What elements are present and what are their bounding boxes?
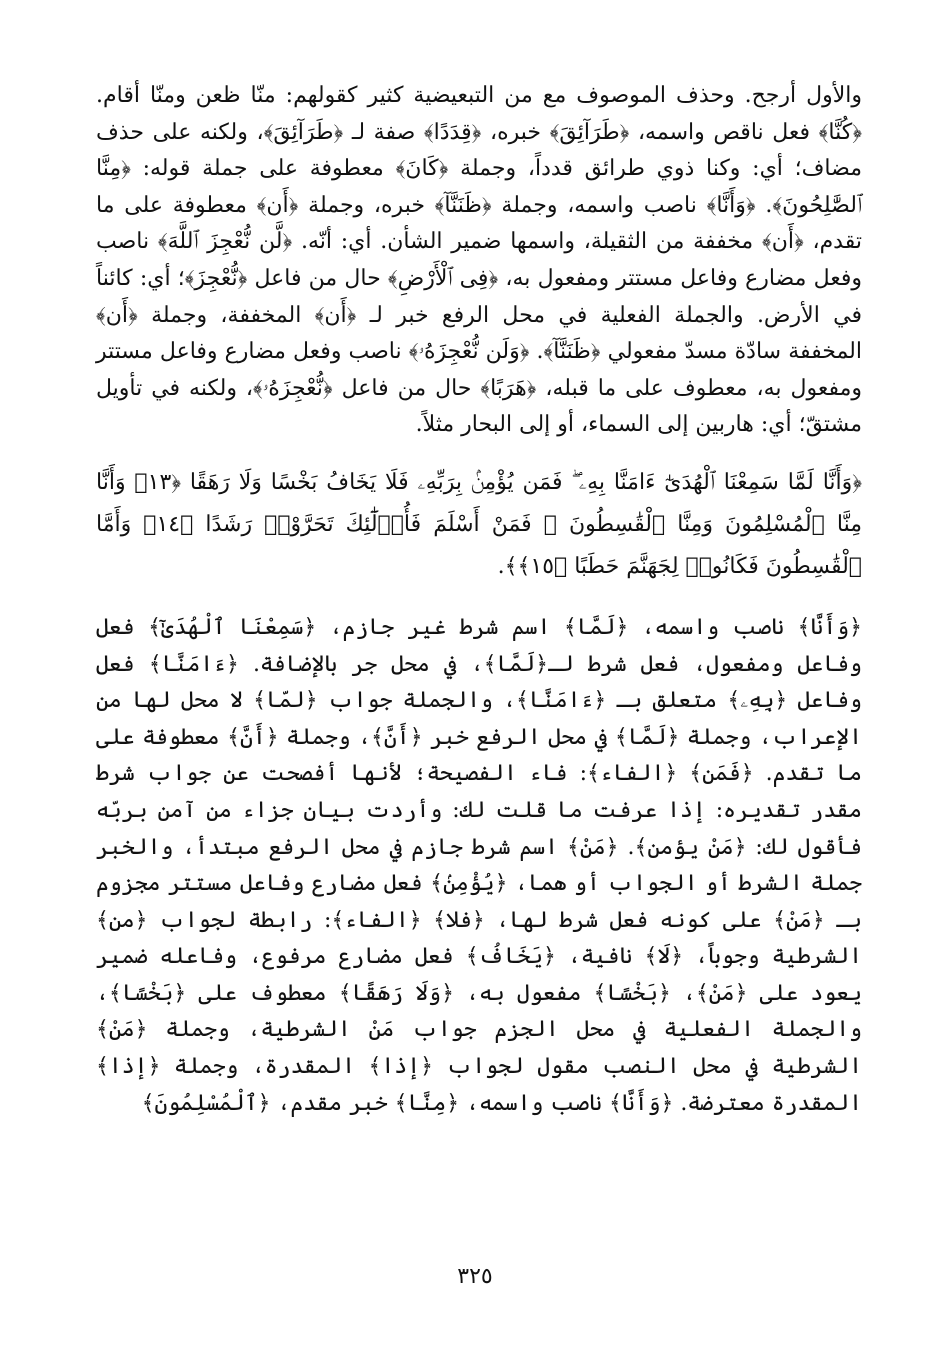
quran-verse-block: ﴿وَأَنَّا لَمَّا سَمِعْنَا ٱلْهُدَىٰٓ ءَامَنَّا بِهِۦ ۖ فَمَن يُؤْمِنۢ بِرَبِّهِۦ فَلَا يَخَافُ بَخْسًا وَلَا رَهَقًا ﴿١٣﴾ وَأَنَّا مِنَّا ٱلْمُسْلِمُونَ وَمِنَّا ٱلْقَٰسِطُونَ ۖ فَمَنْ أَسْلَمَ فَأُو۟لَٰٓئِكَ تَحَرَّوْا۟ رَشَدًا ﴿١٤﴾ وَأَمَّا ٱلْقَٰسِطُونَ فَكَانُوا۟ لِجَهَنَّمَ حَطَبًا ﴿١٥﴾﴾. [96,469,862,579]
commentary-paragraph: والأول أرجح. وحذف الموصوف مع من التبعيضية كثير كقولهم: منّا ظعن ومنّا أقام. ﴿كُنَّا﴾ فعل ناقص واسمه، ﴿طَرَآئِقَ﴾ خبره، ﴿قِدَدًا﴾ صفة لـ ﴿طَرَآئِقَ﴾، ولكنه على حذف مضاف؛ أي: وكنا ذوي طرائق قدداً، وجملة ﴿كَانَ﴾ معطوفة على جملة قوله: ﴿مِنَّا ٱلصَّٰلِحُونَ﴾. ﴿وَأَنَّا﴾ ناصب واسمه، وجملة ﴿ظَنَنَّآ﴾ خبره، وجملة ﴿أَن﴾ معطوفة على ما تقدم، ﴿أَن﴾ مخففة من الثقيلة، واسمها ضمير الشأن. أي: أنّه. ﴿لَّن نُّعْجِزَ ٱللَّهَ﴾ ناصب وفعل مضارع وفاعل مستتر ومفعول به، ﴿فِى ٱلْأَرْضِ﴾ حال من فاعل ﴿نُّعْجِزَ﴾؛ أي: كائناً في الأرض. والجملة الفعلية في محل الرفع خبر لـ ﴿أَن﴾ المخففة، وجملة ﴿أَن﴾ المخففة سادّة مسدّ مفعولي ﴿ظَنَنَّآ﴾. ﴿وَلَن نُّعْجِزَهُۥ﴾ ناصب وفعل مضارع وفاعل مستتر ومفعول به، معطوف على ما قبله، ﴿هَرَبًا﴾ حال من فاعل ﴿نُّعْجِزَهُۥ﴾، ولكنه في تأويل مشتقّ؛ أي: هاربين إلى السماء، أو إلى البحار مثلاً. [96,83,862,438]
page-number: ٣٢٥ [457,1264,493,1289]
commentary-paragraph: ﴿وَأَنَّا﴾ ناصب واسمه، ﴿لَمَّا﴾ اسم شرط غير جازم، ﴿سَمِعْنَا ٱلْهُدَىٰٓ﴾ فعل وفاعل ومفعول، فعل شرط لـ﴿لَمَّا﴾، في محل جر بالإضافة. ﴿ءَامَنَّا﴾ فعل وفاعل ﴿بِهِۦ﴾ متعلق بـ ﴿ءَامَنَّا﴾، والجملة جواب ﴿لمّا﴾ لا محل لها من الإعراب، وجملة ﴿لَمَّا﴾ في محل الرفع خبر ﴿أَنَّ﴾، وجملة ﴿أَنَّ﴾ معطوفة على ما تقدم. ﴿فَمَن﴾ ﴿الفاء﴾: فاء الفصيحة؛ لأنها أفصحت عن جواب شرط مقدر تقديره: إذا عرفت ما قلت لك: وأردت بيان جزاء من آمن بربّه فأقول لك: ﴿مَنْ يؤمن﴾. ﴿مَنْ﴾ اسم شرط جازم في محل الرفع مبتدأ، والخبر جملة الشرط أو الجواب أو هما، ﴿يُؤْمِنۢ﴾ فعل مضارع وفاعل مستتر مجزوم بـ ﴿مَنْ﴾ على كونه فعل شرط لها، ﴿فلا﴾ ﴿الفاء﴾: رابطة لجواب ﴿من﴾ الشرطية وجوباً، ﴿لَا﴾ نافية، ﴿يَخَافُ﴾ فعل مضارع مرفوع، وفاعله ضمير يعود على ﴿مَنْ﴾، ﴿بَخْسًا﴾ مفعول به، ﴿وَلَا رَهَقًا﴾ معطوف على ﴿بَخْسًا﴾، والجملة الفعلية في محل الجزم جواب مَنْ الشرطية، وجملة ﴿مَنْ﴾ الشرطية في محل النصب مقول لجواب ﴿إذا﴾ المقدرة، وجملة ﴿إذا﴾ المقدرة معترضة. ﴿وَأَنَّا﴾ ناصب واسمه، ﴿مِنَّا﴾ خبر مقدم، ﴿ٱلْمُسْلِمُونَ﴾ [96,614,862,1116]
page-body [96,78,862,1122]
